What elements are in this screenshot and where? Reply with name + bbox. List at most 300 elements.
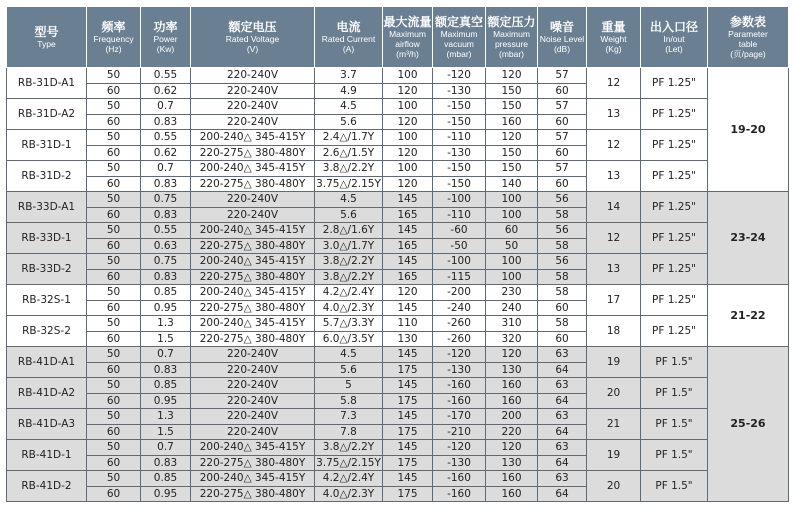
noise-cell: 58 [538, 269, 587, 285]
airflow-cell: 165 [383, 207, 433, 223]
frequency-cell: 50 [87, 254, 141, 270]
table-row [7, 409, 789, 425]
table-row [7, 471, 789, 487]
airflow-cell: 120 [383, 114, 433, 130]
pressure-cell: 100 [486, 254, 538, 270]
table-row [7, 285, 789, 301]
pressure-cell: 100 [486, 207, 538, 223]
frequency-cell: 50 [87, 409, 141, 425]
pressure-cell: 60 [486, 223, 538, 239]
airflow-cell: 145 [383, 223, 433, 239]
table-row [7, 68, 789, 84]
airflow-cell: 145 [383, 378, 433, 394]
airflow-cell: 175 [383, 424, 433, 440]
header-label-zh: 额定压力 [487, 15, 536, 29]
vacuum-cell: -115 [433, 269, 486, 285]
port-cell: PF 1.25" [641, 285, 708, 316]
airflow-cell: 165 [383, 269, 433, 285]
pressure-cell: 160 [486, 486, 538, 502]
frequency-cell: 50 [87, 161, 141, 177]
column-header-in-out [641, 7, 708, 68]
vacuum-cell: -160 [433, 378, 486, 394]
frequency-cell: 50 [87, 130, 141, 146]
vacuum-cell: -120 [433, 68, 486, 84]
noise-cell: 60 [538, 331, 587, 347]
pressure-cell: 100 [486, 192, 538, 208]
voltage-cell: 220-275△ 380-480Y [191, 238, 315, 254]
current-cell: 7.3 [315, 409, 383, 425]
noise-cell: 57 [538, 130, 587, 146]
column-header-max-pressure [486, 7, 538, 68]
weight-cell: 12 [587, 68, 641, 99]
frequency-cell: 50 [87, 347, 141, 363]
pressure-cell: 130 [486, 362, 538, 378]
frequency-cell: 60 [87, 424, 141, 440]
port-cell: PF 1.25" [641, 254, 708, 285]
noise-cell: 64 [538, 424, 587, 440]
header-label-zh: 电流 [336, 20, 361, 34]
column-header-power [141, 7, 191, 68]
pressure-cell: 230 [486, 285, 538, 301]
airflow-cell: 145 [383, 192, 433, 208]
airflow-cell: 165 [383, 238, 433, 254]
noise-cell: 58 [538, 207, 587, 223]
pressure-cell: 120 [486, 130, 538, 146]
header-label-en: (Kg) [605, 44, 622, 54]
voltage-cell: 220-275△ 380-480Y [191, 300, 315, 316]
voltage-cell: 220-275△ 380-480Y [191, 176, 315, 192]
header-label-en: pressure [494, 39, 529, 49]
power-cell: 0.83 [141, 176, 191, 192]
noise-cell: 64 [538, 362, 587, 378]
current-cell: 6.0△/3.5Y [315, 331, 383, 347]
airflow-cell: 175 [383, 455, 433, 471]
header-label-en: table [738, 39, 758, 49]
header-label-zh: 噪音 [549, 20, 574, 34]
model-type-cell: RB-32S-1 [7, 285, 87, 316]
airflow-cell: 120 [383, 176, 433, 192]
voltage-cell: 200-240△ 345-415Y [191, 316, 315, 332]
current-cell: 3.75△/2.15Y [316, 456, 381, 469]
weight-cell: 14 [587, 192, 641, 223]
airflow-cell: 145 [383, 254, 433, 270]
pressure-cell: 140 [486, 176, 538, 192]
vacuum-cell: -160 [433, 393, 486, 409]
header-label-en: (mbar) [446, 49, 472, 59]
weight-cell: 17 [587, 285, 641, 316]
current-cell: 5.6 [315, 207, 383, 223]
header-label-en: Rated Voltage [225, 34, 280, 44]
header-label-en: (A) [342, 44, 355, 54]
noise-cell: 64 [538, 455, 587, 471]
pressure-cell: 320 [486, 331, 538, 347]
column-header-rated-current [315, 7, 383, 68]
noise-cell: 60 [538, 300, 587, 316]
header-label-zh: 重量 [601, 20, 626, 34]
noise-cell: 63 [538, 471, 587, 487]
noise-cell: 57 [538, 99, 587, 115]
vacuum-cell: -130 [433, 362, 486, 378]
power-cell: 0.83 [141, 207, 191, 223]
current-cell: 5.7△/3.3Y [315, 316, 383, 332]
weight-cell: 18 [587, 316, 641, 347]
weight-cell: 19 [587, 440, 641, 471]
voltage-cell: 220-240V [191, 362, 315, 378]
pressure-cell: 240 [486, 300, 538, 316]
header-label-zh: 参数表 [729, 15, 766, 29]
table-row [7, 440, 789, 456]
airflow-cell: 145 [383, 471, 433, 487]
header-label-en: (m³/h) [396, 49, 419, 59]
pressure-cell: 130 [486, 455, 538, 471]
model-type-cell: RB-41D-A2 [7, 378, 87, 409]
model-type-cell: RB-41D-2 [7, 471, 87, 502]
power-cell: 0.63 [141, 238, 191, 254]
header-label-en: Maximum [440, 29, 478, 39]
vacuum-cell: -150 [433, 176, 486, 192]
header-label-en: Frequency [93, 34, 134, 44]
noise-cell: 63 [538, 409, 587, 425]
header-label-en: (Let) [665, 44, 683, 54]
current-cell: 4.9 [315, 83, 383, 99]
noise-cell: 57 [538, 161, 587, 177]
frequency-cell: 60 [87, 331, 141, 347]
vacuum-cell: -260 [433, 331, 486, 347]
model-type-cell: RB-32S-2 [7, 316, 87, 347]
frequency-cell: 60 [87, 145, 141, 161]
voltage-cell: 220-240V [191, 393, 315, 409]
current-cell: 5.8 [315, 393, 383, 409]
model-type-cell: RB-31D-2 [7, 161, 87, 192]
noise-cell: 63 [538, 378, 587, 394]
table-row [7, 347, 789, 363]
column-header-noise-level [538, 7, 587, 68]
current-cell: 2.6△/1.5Y [315, 145, 383, 161]
power-cell: 1.3 [141, 409, 191, 425]
frequency-cell: 50 [87, 285, 141, 301]
current-cell: 3.8△/2.2Y [315, 254, 383, 270]
current-cell: 3.7 [315, 68, 383, 84]
table-row [7, 316, 789, 332]
weight-cell: 13 [587, 161, 641, 192]
column-header-max-airflow [383, 7, 433, 68]
vacuum-cell: -260 [433, 316, 486, 332]
pressure-cell: 50 [486, 238, 538, 254]
current-cell: 4.5 [315, 192, 383, 208]
airflow-cell: 100 [383, 68, 433, 84]
power-cell: 0.85 [141, 471, 191, 487]
airflow-cell: 120 [383, 145, 433, 161]
current-cell: 3.8△/2.2Y [315, 440, 383, 456]
table-row [7, 192, 789, 208]
vacuum-cell: -160 [433, 486, 486, 502]
power-cell: 0.95 [141, 300, 191, 316]
port-cell: PF 1.25" [641, 161, 708, 192]
header-label-zh: 型号 [34, 25, 59, 39]
frequency-cell: 50 [87, 440, 141, 456]
header-label-en: Rated Current [321, 34, 376, 44]
page-reference-cell: 19-20 [708, 68, 789, 192]
model-type-cell: RB-41D-A3 [7, 409, 87, 440]
weight-cell: 12 [587, 130, 641, 161]
frequency-cell: 50 [87, 192, 141, 208]
table-header-row [7, 7, 789, 68]
noise-cell: 60 [538, 145, 587, 161]
weight-cell: 13 [587, 99, 641, 130]
pressure-cell: 120 [486, 68, 538, 84]
noise-cell: 56 [538, 192, 587, 208]
weight-cell: 19 [587, 347, 641, 378]
voltage-cell: 220-275△ 380-480Y [191, 331, 315, 347]
weight-cell: 21 [587, 409, 641, 440]
vacuum-cell: -200 [433, 285, 486, 301]
airflow-cell: 175 [383, 393, 433, 409]
vacuum-cell: -50 [433, 238, 486, 254]
weight-cell: 12 [587, 223, 641, 254]
pressure-cell: 160 [486, 393, 538, 409]
header-label-zh: 最大流量 [383, 15, 432, 29]
model-type-cell: RB-33D-A1 [7, 192, 87, 223]
power-cell: 0.83 [141, 362, 191, 378]
current-cell: 4.2△/2.4Y [315, 285, 383, 301]
spec-sheet [6, 6, 789, 502]
header-label-en: (Kw) [156, 44, 175, 54]
voltage-cell: 220-240V [191, 409, 315, 425]
pressure-cell: 150 [486, 145, 538, 161]
airflow-cell: 130 [383, 331, 433, 347]
port-cell: PF 1.5" [641, 471, 708, 502]
power-cell: 1.3 [141, 316, 191, 332]
power-cell: 0.95 [141, 486, 191, 502]
pressure-cell: 160 [486, 378, 538, 394]
current-cell: 4.5 [315, 99, 383, 115]
header-label-en: In/out [663, 34, 685, 44]
frequency-cell: 50 [87, 223, 141, 239]
power-cell: 0.95 [141, 393, 191, 409]
column-header-max-vacuum [433, 7, 486, 68]
power-cell: 0.7 [141, 347, 191, 363]
power-cell: 1.5 [141, 331, 191, 347]
voltage-cell: 220-240V [191, 207, 315, 223]
port-cell: PF 1.25" [641, 192, 708, 223]
column-header-rated-voltage [191, 7, 315, 68]
header-label-zh: 功率 [153, 20, 178, 34]
header-label-en: (V) [246, 44, 259, 54]
voltage-cell: 200-240△ 345-415Y [191, 254, 315, 270]
frequency-cell: 60 [87, 269, 141, 285]
table-row [7, 130, 789, 146]
header-label-zh: 额定真空 [434, 15, 483, 29]
weight-cell: 20 [587, 471, 641, 502]
vacuum-cell: -60 [433, 223, 486, 239]
noise-cell: 64 [538, 486, 587, 502]
noise-cell: 56 [538, 223, 587, 239]
parameter-table [6, 6, 789, 502]
header-label-en: (Hz) [105, 44, 122, 54]
current-cell: 4.0△/2.3Y [315, 300, 383, 316]
power-cell: 1.5 [141, 424, 191, 440]
noise-cell: 60 [538, 114, 587, 130]
noise-cell: 57 [538, 68, 587, 84]
header-label-en: Noise Level [539, 34, 585, 44]
vacuum-cell: -120 [433, 347, 486, 363]
frequency-cell: 60 [87, 114, 141, 130]
model-type-cell: RB-33D-1 [7, 223, 87, 254]
voltage-cell: 220-240V [191, 83, 315, 99]
power-cell: 0.7 [141, 440, 191, 456]
column-header-type [7, 7, 87, 68]
frequency-cell: 50 [87, 316, 141, 332]
pressure-cell: 150 [486, 99, 538, 115]
noise-cell: 58 [538, 316, 587, 332]
header-label-en: Maximum [389, 29, 426, 39]
frequency-cell: 60 [87, 300, 141, 316]
voltage-cell: 220-240V [191, 114, 315, 130]
voltage-cell: 200-240△ 345-415Y [191, 440, 315, 456]
vacuum-cell: -170 [433, 409, 486, 425]
pressure-cell: 200 [486, 409, 538, 425]
noise-cell: 58 [538, 238, 587, 254]
power-cell: 0.75 [141, 192, 191, 208]
current-cell: 4.2△/2.4Y [315, 471, 383, 487]
current-cell: 5.6 [315, 114, 383, 130]
airflow-cell: 145 [383, 300, 433, 316]
vacuum-cell: -130 [433, 455, 486, 471]
model-type-cell: RB-31D-A1 [7, 68, 87, 99]
port-cell: PF 1.5" [641, 347, 708, 378]
pressure-cell: 100 [486, 269, 538, 285]
voltage-cell: 220-275△ 380-480Y [191, 145, 315, 161]
voltage-cell: 220-275△ 380-480Y [191, 269, 315, 285]
voltage-cell: 200-240△ 345-415Y [191, 223, 315, 239]
power-cell: 0.55 [141, 223, 191, 239]
airflow-cell: 175 [383, 362, 433, 378]
voltage-cell: 220-240V [191, 424, 315, 440]
pressure-cell: 310 [486, 316, 538, 332]
header-label-zh: 额定电压 [228, 20, 277, 34]
airflow-cell: 100 [383, 130, 433, 146]
table-row [7, 378, 789, 394]
frequency-cell: 60 [87, 393, 141, 409]
airflow-cell: 145 [383, 440, 433, 456]
page-reference-cell: 25-26 [708, 347, 789, 502]
pressure-cell: 120 [486, 440, 538, 456]
vacuum-cell: -130 [433, 83, 486, 99]
vacuum-cell: -110 [433, 130, 486, 146]
airflow-cell: 120 [383, 285, 433, 301]
header-label-en: Weight [600, 34, 627, 44]
frequency-cell: 60 [87, 238, 141, 254]
column-header-weight [587, 7, 641, 68]
header-label-en: airflow [395, 39, 420, 49]
noise-cell: 63 [538, 440, 587, 456]
header-label-en: Type [37, 39, 56, 49]
port-cell: PF 1.5" [641, 378, 708, 409]
header-label-en: (页/page) [730, 49, 766, 59]
airflow-cell: 120 [383, 83, 433, 99]
airflow-cell: 110 [383, 316, 433, 332]
power-cell: 0.55 [141, 68, 191, 84]
power-cell: 0.55 [141, 130, 191, 146]
voltage-cell: 220-240V [191, 378, 315, 394]
column-header-frequency [87, 7, 141, 68]
vacuum-cell: -120 [433, 440, 486, 456]
frequency-cell: 50 [87, 471, 141, 487]
current-cell: 2.4△/1.7Y [315, 130, 383, 146]
current-cell: 5 [315, 378, 383, 394]
pressure-cell: 160 [486, 471, 538, 487]
airflow-cell: 100 [383, 161, 433, 177]
port-cell: PF 1.25" [641, 316, 708, 347]
frequency-cell: 50 [87, 99, 141, 115]
vacuum-cell: -240 [433, 300, 486, 316]
vacuum-cell: -100 [433, 192, 486, 208]
noise-cell: 58 [538, 285, 587, 301]
port-cell: PF 1.5" [641, 409, 708, 440]
current-cell: 7.8 [315, 424, 383, 440]
pressure-cell: 150 [486, 161, 538, 177]
voltage-cell: 220-240V [191, 99, 315, 115]
power-cell: 0.83 [141, 114, 191, 130]
voltage-cell: 220-275△ 380-480Y [191, 486, 315, 502]
frequency-cell: 60 [87, 455, 141, 471]
power-cell: 0.75 [141, 254, 191, 270]
frequency-cell: 60 [87, 362, 141, 378]
frequency-cell: 50 [87, 378, 141, 394]
port-cell: PF 1.25" [641, 68, 708, 99]
vacuum-cell: -150 [433, 161, 486, 177]
table-row [7, 161, 789, 177]
vacuum-cell: -100 [433, 254, 486, 270]
power-cell: 0.7 [141, 161, 191, 177]
page-reference-cell: 23-24 [708, 192, 789, 285]
current-cell: 3.8△/2.2Y [315, 269, 383, 285]
power-cell: 0.85 [141, 378, 191, 394]
power-cell: 0.83 [141, 455, 191, 471]
voltage-cell: 220-275△ 380-480Y [191, 455, 315, 471]
model-type-cell: RB-41D-A1 [7, 347, 87, 378]
header-label-en: Parameter [728, 29, 768, 39]
power-cell: 0.7 [141, 99, 191, 115]
header-label-en: (dB) [553, 44, 571, 54]
current-cell: 2.8△/1.6Y [315, 223, 383, 239]
weight-cell: 20 [587, 378, 641, 409]
model-type-cell: RB-31D-A2 [7, 99, 87, 130]
table-row [7, 254, 789, 270]
current-cell: 3.75△/2.15Y [316, 177, 381, 190]
airflow-cell: 175 [383, 486, 433, 502]
vacuum-cell: -110 [433, 207, 486, 223]
noise-cell: 60 [538, 83, 587, 99]
frequency-cell: 60 [87, 176, 141, 192]
page-reference-cell: 21-22 [708, 285, 789, 347]
power-cell: 0.62 [141, 145, 191, 161]
noise-cell: 63 [538, 347, 587, 363]
current-cell: 4.0△/2.3Y [315, 486, 383, 502]
frequency-cell: 60 [87, 486, 141, 502]
voltage-cell: 220-240V [191, 68, 315, 84]
vacuum-cell: -150 [433, 99, 486, 115]
port-cell: PF 1.25" [641, 130, 708, 161]
column-header-parameter-table [708, 7, 789, 68]
pressure-cell: 120 [486, 347, 538, 363]
port-cell: PF 1.25" [641, 223, 708, 254]
port-cell: PF 1.25" [641, 99, 708, 130]
current-cell: 4.5 [315, 347, 383, 363]
vacuum-cell: -160 [433, 471, 486, 487]
table-row [7, 223, 789, 239]
voltage-cell: 200-240△ 345-415Y [191, 161, 315, 177]
